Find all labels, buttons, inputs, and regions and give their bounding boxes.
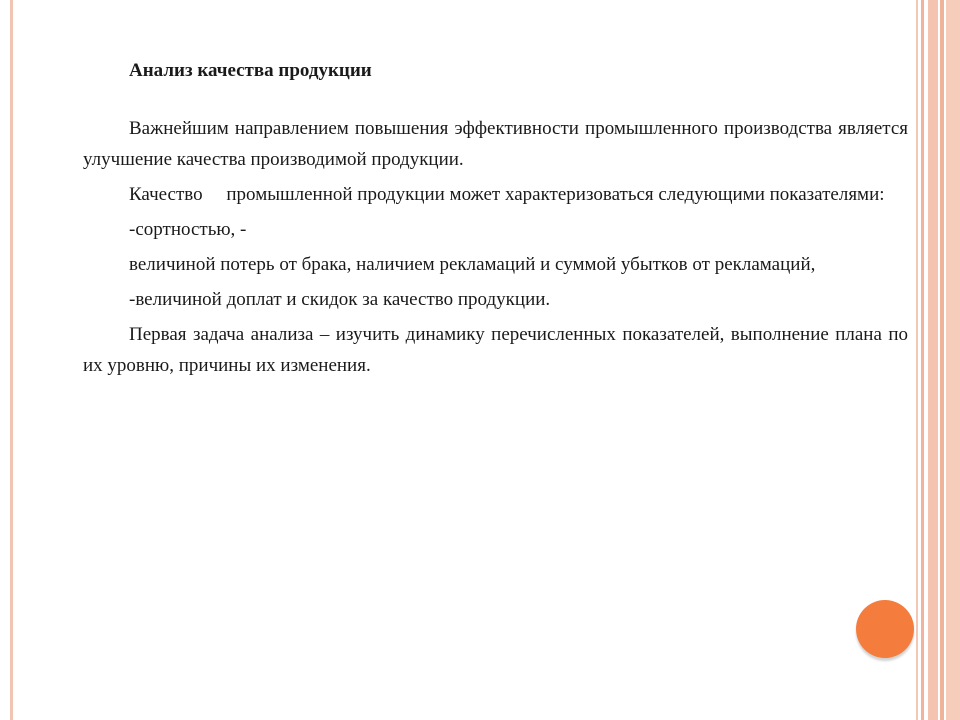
- paragraph-5: -величиной доплат и скидок за качество продукции.: [129, 289, 551, 310]
- slide-heading: Анализ качества продукции: [129, 60, 372, 81]
- left-frame-line: [10, 0, 13, 720]
- paragraph-1: Важнейшим направлением повышения эффективности промышленного производства является улучшение качества производимой продукции.: [83, 118, 908, 170]
- paragraph-3: -сортностью, -: [129, 219, 247, 240]
- paragraph-6: Первая задача анализа – изучить динамику перечисленных показателей, выполнение плана по их уровню, причины их изменения.: [83, 324, 908, 376]
- orange-circle-decoration: [856, 600, 914, 658]
- slide-content: [83, 55, 908, 385]
- paragraph-2: Качество промышленной продукции может характеризоваться следующими показателями:: [129, 184, 885, 205]
- paragraph-4: величиной потерь от брака, наличием рекламаций и суммой убытков от рекламаций,: [129, 254, 816, 275]
- right-decorative-stripes: [916, 0, 960, 720]
